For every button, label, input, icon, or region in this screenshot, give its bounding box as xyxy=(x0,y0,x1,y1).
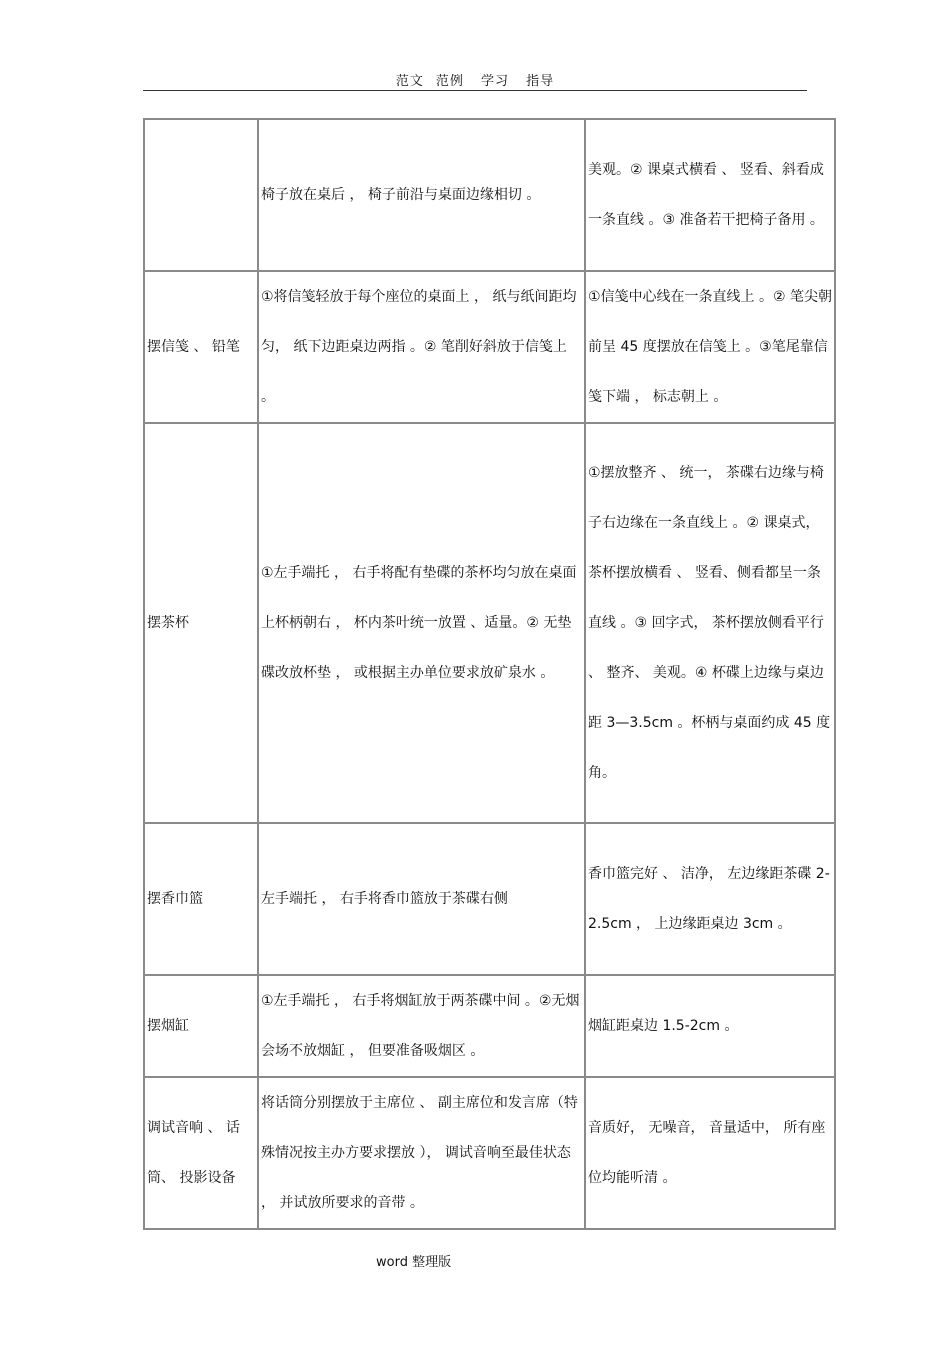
standard-cell: 烟缸距桌边 1.5-2cm 。 xyxy=(585,975,835,1077)
standard-cell: ①摆放整齐 、 统一， 茶碟右边缘与椅子右边缘在一条直线上 。② 课桌式， 茶杯摆放横看 、 竖看、侧看都呈一条直线 。③ 回字式， 茶杯摆放侧看平行 、 整齐、 美观。④ 杯碟上边缘与桌边距 3—3.5cm 。杯柄与桌面约成 45 度角。 xyxy=(585,423,835,823)
page-header xyxy=(0,70,950,89)
method-cell: 椅子放在桌后 ， 椅子前沿与桌面边缘相切 。 xyxy=(258,119,585,271)
table-row xyxy=(144,271,835,423)
standard-cell: ①信笺中心线在一条直线上 。② 笔尖朝前呈 45 度摆放在信笺上 。③笔尾靠信笺下端 ， 标志朝上 。 xyxy=(585,271,835,423)
item-cell: 摆茶杯 xyxy=(144,423,258,823)
method-cell: 左手端托 ， 右手将香巾篮放于茶碟右侧 xyxy=(258,823,585,975)
standard-cell: 音质好， 无噪音， 音量适中， 所有座位均能听清 。 xyxy=(585,1077,835,1229)
table-row xyxy=(144,975,835,1077)
method-cell: 将话筒分别摆放于主席位 、 副主席位和发言席（特殊情况按主办方要求摆放 ）， 调试音响至最佳状态 ， 并试放所要求的音带 。 xyxy=(258,1077,585,1229)
item-cell: 摆信笺 、 铅笔 xyxy=(144,271,258,423)
header-word: 范例 xyxy=(435,74,464,89)
standard-cell: 香巾篮完好 、 洁净， 左边缘距茶碟 2-2.5cm ， 上边缘距桌边 3cm 。 xyxy=(585,823,835,975)
header-word: 范文 xyxy=(395,74,424,89)
table-row xyxy=(144,823,835,975)
table-row xyxy=(144,423,835,823)
item-cell: 摆烟缸 xyxy=(144,975,258,1077)
method-cell: ①将信笺轻放于每个座位的桌面上 ， 纸与纸间距均匀， 纸下边距桌边两指 。② 笔削好斜放于信笺上 。 xyxy=(258,271,585,423)
service-standards-table xyxy=(143,118,836,1230)
item-cell: 调试音响 、 话筒、 投影设备 xyxy=(144,1077,258,1229)
method-cell: ①左手端托 ， 右手将配有垫碟的茶杯均匀放在桌面上杯柄朝右 ， 杯内茶叶统一放置 、适量。② 无垫碟改放杯垫 ， 或根据主办单位要求放矿泉水 。 xyxy=(258,423,585,823)
method-cell: ①左手端托 ， 右手将烟缸放于两茶碟中间 。②无烟会场不放烟缸 ， 但要准备吸烟区 。 xyxy=(258,975,585,1077)
table-row xyxy=(144,119,835,271)
header-word: 学习 xyxy=(481,74,510,89)
header-word: 指导 xyxy=(526,74,555,89)
table-row xyxy=(144,1077,835,1229)
standard-cell: 美观。② 课桌式横看 、 竖看、斜看成一条直线 。③ 准备若干把椅子备用 。 xyxy=(585,119,835,271)
item-cell: 摆香巾篮 xyxy=(144,823,258,975)
page-footer: word 整理版 xyxy=(376,1255,452,1270)
item-cell xyxy=(144,119,258,271)
header-divider xyxy=(143,90,807,91)
